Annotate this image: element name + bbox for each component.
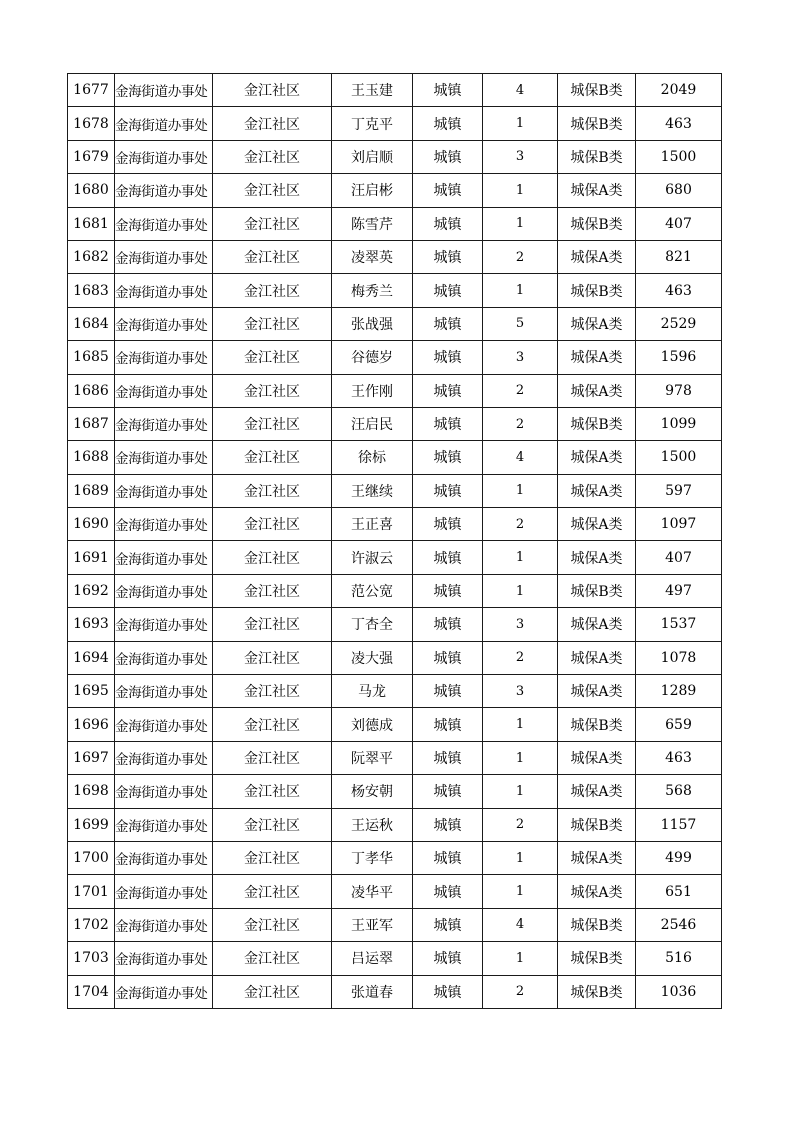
cell-household-type: 城镇 bbox=[413, 74, 483, 107]
cell-member-count: 2 bbox=[483, 240, 558, 273]
table-row bbox=[68, 341, 722, 374]
cell-category: 城保A类 bbox=[558, 341, 636, 374]
cell-member-count: 2 bbox=[483, 641, 558, 674]
cell-subdistrict-office: 金海街道办事处 bbox=[115, 875, 213, 908]
cell-person-name: 王正喜 bbox=[332, 508, 413, 541]
cell-community: 金江社区 bbox=[213, 107, 332, 140]
cell-person-name: 凌大强 bbox=[332, 641, 413, 674]
cell-member-count: 5 bbox=[483, 307, 558, 340]
cell-category: 城保B类 bbox=[558, 708, 636, 741]
table-row bbox=[68, 841, 722, 874]
cell-serial-number: 1679 bbox=[68, 140, 115, 173]
cell-serial-number: 1704 bbox=[68, 975, 115, 1008]
cell-member-count: 1 bbox=[483, 541, 558, 574]
cell-member-count: 4 bbox=[483, 74, 558, 107]
table-row bbox=[68, 708, 722, 741]
cell-household-type: 城镇 bbox=[413, 508, 483, 541]
cell-subdistrict-office: 金海街道办事处 bbox=[115, 74, 213, 107]
cell-person-name: 王继续 bbox=[332, 474, 413, 507]
cell-person-name: 凌华平 bbox=[332, 875, 413, 908]
cell-household-type: 城镇 bbox=[413, 975, 483, 1008]
table-row bbox=[68, 140, 722, 173]
cell-member-count: 3 bbox=[483, 140, 558, 173]
cell-amount: 463 bbox=[636, 274, 722, 307]
cell-subdistrict-office: 金海街道办事处 bbox=[115, 741, 213, 774]
cell-household-type: 城镇 bbox=[413, 341, 483, 374]
cell-serial-number: 1678 bbox=[68, 107, 115, 140]
cell-category: 城保B类 bbox=[558, 207, 636, 240]
cell-subdistrict-office: 金海街道办事处 bbox=[115, 274, 213, 307]
cell-subdistrict-office: 金海街道办事处 bbox=[115, 207, 213, 240]
cell-subdistrict-office: 金海街道办事处 bbox=[115, 708, 213, 741]
cell-household-type: 城镇 bbox=[413, 608, 483, 641]
cell-amount: 651 bbox=[636, 875, 722, 908]
cell-household-type: 城镇 bbox=[413, 474, 483, 507]
cell-community: 金江社区 bbox=[213, 942, 332, 975]
cell-subdistrict-office: 金海街道办事处 bbox=[115, 541, 213, 574]
cell-member-count: 1 bbox=[483, 875, 558, 908]
cell-subdistrict-office: 金海街道办事处 bbox=[115, 341, 213, 374]
cell-community: 金江社区 bbox=[213, 541, 332, 574]
cell-serial-number: 1691 bbox=[68, 541, 115, 574]
cell-subdistrict-office: 金海街道办事处 bbox=[115, 407, 213, 440]
cell-community: 金江社区 bbox=[213, 508, 332, 541]
cell-serial-number: 1690 bbox=[68, 508, 115, 541]
table-row bbox=[68, 541, 722, 574]
cell-subdistrict-office: 金海街道办事处 bbox=[115, 574, 213, 607]
table-row bbox=[68, 174, 722, 207]
cell-member-count: 1 bbox=[483, 741, 558, 774]
cell-household-type: 城镇 bbox=[413, 541, 483, 574]
cell-amount: 499 bbox=[636, 841, 722, 874]
cell-category: 城保A类 bbox=[558, 307, 636, 340]
cell-category: 城保B类 bbox=[558, 908, 636, 941]
cell-serial-number: 1695 bbox=[68, 675, 115, 708]
cell-amount: 978 bbox=[636, 374, 722, 407]
cell-member-count: 2 bbox=[483, 975, 558, 1008]
cell-subdistrict-office: 金海街道办事处 bbox=[115, 307, 213, 340]
cell-community: 金江社区 bbox=[213, 808, 332, 841]
cell-member-count: 1 bbox=[483, 775, 558, 808]
table-row bbox=[68, 574, 722, 607]
cell-serial-number: 1687 bbox=[68, 407, 115, 440]
cell-member-count: 1 bbox=[483, 574, 558, 607]
cell-serial-number: 1702 bbox=[68, 908, 115, 941]
cell-serial-number: 1700 bbox=[68, 841, 115, 874]
cell-serial-number: 1681 bbox=[68, 207, 115, 240]
table-row bbox=[68, 474, 722, 507]
cell-category: 城保A类 bbox=[558, 441, 636, 474]
cell-person-name: 张战强 bbox=[332, 307, 413, 340]
cell-person-name: 汪启民 bbox=[332, 407, 413, 440]
cell-person-name: 吕运翠 bbox=[332, 942, 413, 975]
cell-subdistrict-office: 金海街道办事处 bbox=[115, 975, 213, 1008]
table-row bbox=[68, 207, 722, 240]
table-row bbox=[68, 875, 722, 908]
table-row bbox=[68, 741, 722, 774]
cell-amount: 407 bbox=[636, 541, 722, 574]
cell-category: 城保A类 bbox=[558, 741, 636, 774]
cell-community: 金江社区 bbox=[213, 875, 332, 908]
table-row bbox=[68, 74, 722, 107]
cell-serial-number: 1693 bbox=[68, 608, 115, 641]
table-row bbox=[68, 641, 722, 674]
cell-category: 城保B类 bbox=[558, 274, 636, 307]
cell-person-name: 马龙 bbox=[332, 675, 413, 708]
cell-amount: 407 bbox=[636, 207, 722, 240]
cell-person-name: 刘启顺 bbox=[332, 140, 413, 173]
cell-member-count: 2 bbox=[483, 508, 558, 541]
table-row bbox=[68, 908, 722, 941]
cell-person-name: 王玉建 bbox=[332, 74, 413, 107]
cell-serial-number: 1689 bbox=[68, 474, 115, 507]
cell-serial-number: 1694 bbox=[68, 641, 115, 674]
table-row bbox=[68, 775, 722, 808]
cell-amount: 463 bbox=[636, 107, 722, 140]
cell-subdistrict-office: 金海街道办事处 bbox=[115, 474, 213, 507]
cell-category: 城保B类 bbox=[558, 975, 636, 1008]
cell-serial-number: 1680 bbox=[68, 174, 115, 207]
cell-person-name: 王运秋 bbox=[332, 808, 413, 841]
cell-category: 城保B类 bbox=[558, 107, 636, 140]
cell-household-type: 城镇 bbox=[413, 775, 483, 808]
cell-category: 城保A类 bbox=[558, 641, 636, 674]
cell-subdistrict-office: 金海街道办事处 bbox=[115, 908, 213, 941]
cell-person-name: 丁克平 bbox=[332, 107, 413, 140]
cell-serial-number: 1688 bbox=[68, 441, 115, 474]
cell-amount: 568 bbox=[636, 775, 722, 808]
table-row bbox=[68, 407, 722, 440]
cell-amount: 1537 bbox=[636, 608, 722, 641]
cell-member-count: 3 bbox=[483, 675, 558, 708]
cell-member-count: 3 bbox=[483, 341, 558, 374]
cell-community: 金江社区 bbox=[213, 174, 332, 207]
cell-household-type: 城镇 bbox=[413, 808, 483, 841]
cell-household-type: 城镇 bbox=[413, 441, 483, 474]
cell-household-type: 城镇 bbox=[413, 741, 483, 774]
cell-amount: 1289 bbox=[636, 675, 722, 708]
table-row bbox=[68, 107, 722, 140]
cell-member-count: 4 bbox=[483, 908, 558, 941]
cell-household-type: 城镇 bbox=[413, 942, 483, 975]
cell-subdistrict-office: 金海街道办事处 bbox=[115, 107, 213, 140]
cell-subdistrict-office: 金海街道办事处 bbox=[115, 675, 213, 708]
cell-amount: 2049 bbox=[636, 74, 722, 107]
cell-category: 城保A类 bbox=[558, 675, 636, 708]
cell-member-count: 2 bbox=[483, 407, 558, 440]
cell-amount: 680 bbox=[636, 174, 722, 207]
cell-household-type: 城镇 bbox=[413, 240, 483, 273]
cell-serial-number: 1682 bbox=[68, 240, 115, 273]
cell-household-type: 城镇 bbox=[413, 140, 483, 173]
cell-person-name: 刘德成 bbox=[332, 708, 413, 741]
cell-amount: 1157 bbox=[636, 808, 722, 841]
cell-amount: 1500 bbox=[636, 140, 722, 173]
cell-category: 城保A类 bbox=[558, 508, 636, 541]
cell-serial-number: 1684 bbox=[68, 307, 115, 340]
cell-category: 城保A类 bbox=[558, 875, 636, 908]
cell-category: 城保B类 bbox=[558, 574, 636, 607]
cell-subdistrict-office: 金海街道办事处 bbox=[115, 942, 213, 975]
cell-community: 金江社区 bbox=[213, 474, 332, 507]
cell-household-type: 城镇 bbox=[413, 641, 483, 674]
cell-household-type: 城镇 bbox=[413, 908, 483, 941]
cell-amount: 1099 bbox=[636, 407, 722, 440]
cell-serial-number: 1698 bbox=[68, 775, 115, 808]
cell-household-type: 城镇 bbox=[413, 574, 483, 607]
cell-person-name: 陈雪芹 bbox=[332, 207, 413, 240]
cell-member-count: 1 bbox=[483, 841, 558, 874]
cell-amount: 1036 bbox=[636, 975, 722, 1008]
cell-community: 金江社区 bbox=[213, 741, 332, 774]
cell-serial-number: 1686 bbox=[68, 374, 115, 407]
cell-subdistrict-office: 金海街道办事处 bbox=[115, 641, 213, 674]
cell-serial-number: 1699 bbox=[68, 808, 115, 841]
cell-member-count: 1 bbox=[483, 474, 558, 507]
cell-subdistrict-office: 金海街道办事处 bbox=[115, 608, 213, 641]
cell-person-name: 丁杏全 bbox=[332, 608, 413, 641]
cell-person-name: 汪启彬 bbox=[332, 174, 413, 207]
cell-person-name: 凌翠英 bbox=[332, 240, 413, 273]
cell-amount: 463 bbox=[636, 741, 722, 774]
cell-community: 金江社区 bbox=[213, 574, 332, 607]
cell-subdistrict-office: 金海街道办事处 bbox=[115, 240, 213, 273]
table-row bbox=[68, 975, 722, 1008]
cell-category: 城保B类 bbox=[558, 74, 636, 107]
cell-amount: 1596 bbox=[636, 341, 722, 374]
cell-household-type: 城镇 bbox=[413, 675, 483, 708]
cell-person-name: 王亚军 bbox=[332, 908, 413, 941]
cell-community: 金江社区 bbox=[213, 374, 332, 407]
table-row bbox=[68, 608, 722, 641]
cell-serial-number: 1683 bbox=[68, 274, 115, 307]
cell-category: 城保A类 bbox=[558, 240, 636, 273]
cell-member-count: 1 bbox=[483, 274, 558, 307]
cell-person-name: 张道春 bbox=[332, 975, 413, 1008]
cell-category: 城保A类 bbox=[558, 608, 636, 641]
cell-member-count: 3 bbox=[483, 608, 558, 641]
table-row bbox=[68, 808, 722, 841]
cell-member-count: 2 bbox=[483, 808, 558, 841]
cell-amount: 2529 bbox=[636, 307, 722, 340]
cell-amount: 1097 bbox=[636, 508, 722, 541]
cell-community: 金江社区 bbox=[213, 641, 332, 674]
cell-community: 金江社区 bbox=[213, 675, 332, 708]
cell-subdistrict-office: 金海街道办事处 bbox=[115, 808, 213, 841]
cell-household-type: 城镇 bbox=[413, 407, 483, 440]
cell-member-count: 1 bbox=[483, 207, 558, 240]
cell-community: 金江社区 bbox=[213, 775, 332, 808]
cell-amount: 597 bbox=[636, 474, 722, 507]
cell-household-type: 城镇 bbox=[413, 207, 483, 240]
cell-community: 金江社区 bbox=[213, 841, 332, 874]
cell-amount: 659 bbox=[636, 708, 722, 741]
cell-amount: 497 bbox=[636, 574, 722, 607]
cell-household-type: 城镇 bbox=[413, 107, 483, 140]
cell-community: 金江社区 bbox=[213, 441, 332, 474]
cell-household-type: 城镇 bbox=[413, 708, 483, 741]
cell-community: 金江社区 bbox=[213, 975, 332, 1008]
cell-amount: 516 bbox=[636, 942, 722, 975]
cell-serial-number: 1703 bbox=[68, 942, 115, 975]
cell-category: 城保A类 bbox=[558, 541, 636, 574]
cell-person-name: 范公宽 bbox=[332, 574, 413, 607]
cell-category: 城保A类 bbox=[558, 841, 636, 874]
cell-serial-number: 1685 bbox=[68, 341, 115, 374]
cell-subdistrict-office: 金海街道办事处 bbox=[115, 841, 213, 874]
cell-community: 金江社区 bbox=[213, 608, 332, 641]
cell-person-name: 王作刚 bbox=[332, 374, 413, 407]
cell-community: 金江社区 bbox=[213, 407, 332, 440]
cell-category: 城保B类 bbox=[558, 942, 636, 975]
table-body bbox=[68, 74, 722, 1009]
cell-category: 城保B类 bbox=[558, 140, 636, 173]
cell-serial-number: 1692 bbox=[68, 574, 115, 607]
cell-person-name: 梅秀兰 bbox=[332, 274, 413, 307]
cell-subdistrict-office: 金海街道办事处 bbox=[115, 775, 213, 808]
table-row bbox=[68, 274, 722, 307]
cell-community: 金江社区 bbox=[213, 307, 332, 340]
cell-person-name: 阮翠平 bbox=[332, 741, 413, 774]
cell-amount: 821 bbox=[636, 240, 722, 273]
cell-person-name: 谷德岁 bbox=[332, 341, 413, 374]
cell-member-count: 1 bbox=[483, 708, 558, 741]
cell-household-type: 城镇 bbox=[413, 841, 483, 874]
cell-subdistrict-office: 金海街道办事处 bbox=[115, 140, 213, 173]
cell-subdistrict-office: 金海街道办事处 bbox=[115, 508, 213, 541]
cell-person-name: 丁孝华 bbox=[332, 841, 413, 874]
cell-subdistrict-office: 金海街道办事处 bbox=[115, 174, 213, 207]
table-row bbox=[68, 307, 722, 340]
cell-subdistrict-office: 金海街道办事处 bbox=[115, 441, 213, 474]
cell-member-count: 4 bbox=[483, 441, 558, 474]
cell-community: 金江社区 bbox=[213, 341, 332, 374]
table-row bbox=[68, 508, 722, 541]
cell-serial-number: 1697 bbox=[68, 741, 115, 774]
cell-community: 金江社区 bbox=[213, 140, 332, 173]
cell-household-type: 城镇 bbox=[413, 174, 483, 207]
cell-community: 金江社区 bbox=[213, 274, 332, 307]
cell-category: 城保B类 bbox=[558, 808, 636, 841]
cell-person-name: 徐标 bbox=[332, 441, 413, 474]
cell-category: 城保A类 bbox=[558, 775, 636, 808]
cell-category: 城保A类 bbox=[558, 474, 636, 507]
cell-category: 城保A类 bbox=[558, 374, 636, 407]
cell-member-count: 1 bbox=[483, 107, 558, 140]
cell-member-count: 1 bbox=[483, 174, 558, 207]
cell-household-type: 城镇 bbox=[413, 274, 483, 307]
data-table bbox=[67, 73, 722, 1009]
cell-serial-number: 1696 bbox=[68, 708, 115, 741]
cell-amount: 1078 bbox=[636, 641, 722, 674]
cell-community: 金江社区 bbox=[213, 708, 332, 741]
cell-category: 城保A类 bbox=[558, 174, 636, 207]
table-row bbox=[68, 240, 722, 273]
cell-community: 金江社区 bbox=[213, 207, 332, 240]
cell-serial-number: 1677 bbox=[68, 74, 115, 107]
table-row bbox=[68, 374, 722, 407]
cell-amount: 1500 bbox=[636, 441, 722, 474]
cell-serial-number: 1701 bbox=[68, 875, 115, 908]
cell-household-type: 城镇 bbox=[413, 875, 483, 908]
cell-community: 金江社区 bbox=[213, 74, 332, 107]
cell-person-name: 许淑云 bbox=[332, 541, 413, 574]
table-row bbox=[68, 675, 722, 708]
cell-community: 金江社区 bbox=[213, 240, 332, 273]
cell-amount: 2546 bbox=[636, 908, 722, 941]
cell-subdistrict-office: 金海街道办事处 bbox=[115, 374, 213, 407]
cell-member-count: 2 bbox=[483, 374, 558, 407]
cell-category: 城保B类 bbox=[558, 407, 636, 440]
table-row bbox=[68, 942, 722, 975]
cell-member-count: 1 bbox=[483, 942, 558, 975]
cell-person-name: 杨安朝 bbox=[332, 775, 413, 808]
table-row bbox=[68, 441, 722, 474]
cell-household-type: 城镇 bbox=[413, 307, 483, 340]
cell-community: 金江社区 bbox=[213, 908, 332, 941]
cell-household-type: 城镇 bbox=[413, 374, 483, 407]
